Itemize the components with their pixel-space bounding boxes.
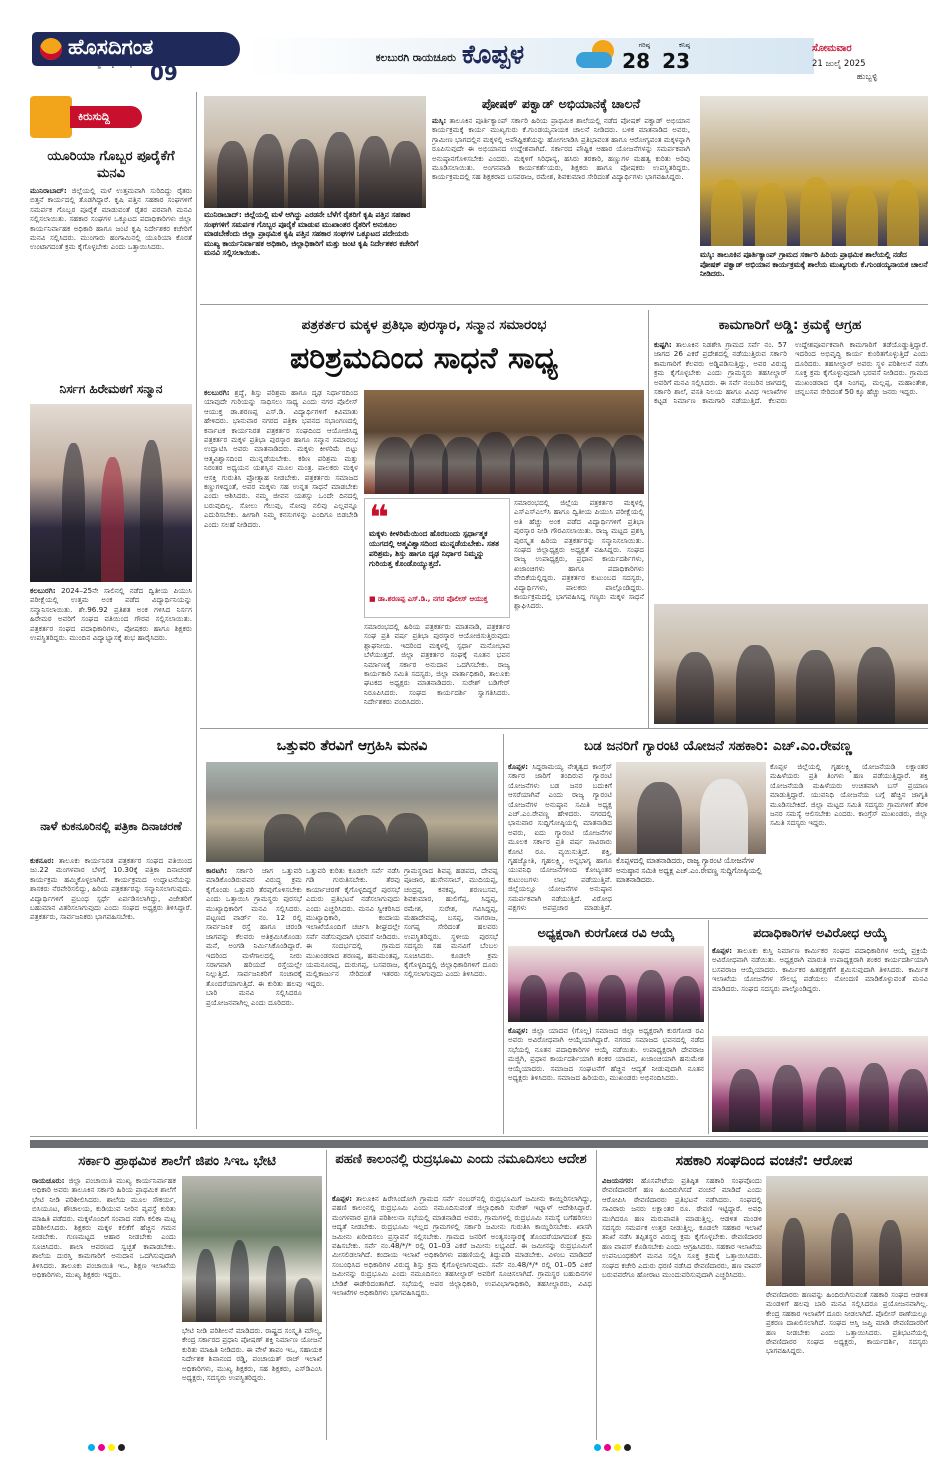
lamp-icon [40, 38, 62, 60]
press-meet-photo [616, 762, 766, 854]
masthead [0, 0, 945, 86]
temp-min: 23 [662, 49, 690, 73]
color-dot [98, 1444, 105, 1451]
story-headline: ನಾಳೆ ಕುಕನೂರಿನಲ್ಲಿ ಪತ್ರಿಕಾ ದಿನಾಚರಣೆ [40, 819, 182, 833]
temp-max: 28 [622, 49, 650, 73]
story-body [508, 762, 612, 914]
story-headline: ಪದಾಧಿಕಾರಿಗಳ ಅವಿರೋಧ ಆಯ್ಕೆ [753, 925, 887, 940]
story-body [404, 866, 498, 1128]
issue-date: 21 ಜುಲೈ 2025 [812, 59, 866, 69]
story-text: ಹೊಸಪೇಟೆಯ ಪ್ರತಿಷ್ಠಿತ ಸಹಕಾರಿ ಸಂಘವೊಂದು ಠೇವಣಿದಾರರಿಗೆ ಹಣ ಹಿಂದಿರುಗಿಸದೆ ವಂಚನೆ ಮಾಡಿದೆ ಎಂದು ಆರೋಪಿಸಿ ಠೇವಣಿದಾರರು ಪ್ರತಿಭಟನೆ ನಡೆಸಿದರು. ಸಂಘದಲ್ಲಿ ಸಾವಿರಾರು ಜನರು ಲಕ್ಷಾಂತರ ರೂ. ಠೇವಣಿ ಇಟ್ಟಿದ್ದಾರೆ. ಅವಧಿ ಮುಗಿದರೂ ಹಣ ಮರುಪಾವತಿ ಮಾಡುತ್ತಿಲ್ಲ. ಆಡಳಿತ ಮಂಡಳಿ ಸದಸ್ಯರು ಸಮರ್ಪಕ ಉತ್ತರ ನೀಡುತ್ತಿಲ್ಲ. ಕೂಡಲೇ ಸಹಕಾರ ಇಲಾಖೆ ತನಿಖೆ ನಡೆಸಿ ತಪ್ಪಿತಸ್ಥರ ವಿರುದ್ಧ ಕ್ರಮ ಕೈಗೊಳ್ಳಬೇಕು. ಠೇವಣಿದಾರರ ಹಣ ವಾಪಸ್ ಕೊಡಿಸಬೇಕು ಎಂದು ಆಗ್ರಹಿಸಿದರು. ಸಹಕಾರ ಇಲಾಖೆಯ ಉಪನಿಬಂಧಕರಿಗೆ ಮನವಿ ಸಲ್ಲಿಸಿ ಸೂಕ್ತ ಕ್ರಮಕ್ಕೆ ಒತ್ತಾಯಿಸಿದರು. ಸಂಘದ ಕಚೇರಿ ಎದುರು ಧರಣಿ ನಡೆಸಿದ ಠೇವಣಿದಾರರು, ಹಣ ವಾಪಸ್ ಬರುವವರೆಗೂ ಹೋರಾಟ ಮುಂದುವರಿಸುವುದಾಗಿ ಎಚ್ಚರಿಸಿದರು. [602, 1176, 762, 1280]
story-body [770, 762, 928, 914]
color-dot [624, 1444, 631, 1451]
lead-kicker: ಪತ್ರಕರ್ತರ ಮಕ್ಕಳ ಪ್ರತಿಭಾ ಪುರಸ್ಕಾರ, ಸನ್ಮಾನ ಸಮಾರಂಭ [301, 317, 547, 333]
kirusuddi-column [30, 92, 192, 1132]
protest-photo [766, 1176, 928, 1286]
dateline: ಕುಷ್ಟಗಿ: [654, 340, 672, 349]
section-rule [200, 728, 928, 729]
color-dot [614, 1444, 621, 1451]
story-text: ತಾಲೂಕಿನ ನಿಡಶೇಸಿ ಗ್ರಾಮದ ಸರ್ವೆ ನಂ. 57 ಜಾಗದ 26 ಎಕರೆ ಪ್ರದೇಶದಲ್ಲಿ ನಡೆಯುತ್ತಿರುವ ಸರ್ಕಾರಿ ಕಾಮಗಾರಿಗೆ ಕೆಲವರು ಅಡ್ಡಿಪಡಿಸುತ್ತಿದ್ದು, ಅವರ ವಿರುದ್ಧ ಕ್ರಮ ಕೈಗೊಳ್ಳಬೇಕು ಎಂದು ಗ್ರಾಮಸ್ಥರು ತಹಸೀಲ್ದಾರ್ ಅವರಿಗೆ ಮನವಿ ಸಲ್ಲಿಸಿದರು. ಈ ಸರ್ವೆ ನಂಬರಿನ ಜಾಗದಲ್ಲಿ ಸರ್ಕಾರಿ ಶಾಲೆ, ವಸತಿ ನಿಲಯ ಹಾಗೂ ವಿವಿಧ ಇಲಾಖೆಗಳ ಕಟ್ಟಡ ನಿರ್ಮಾಣ ಕಾಮಗಾರಿ ನಡೆಯುತ್ತಿದೆ. ಕೆಲವರು ಉದ್ದೇಶಪೂರ್ವಕವಾಗಿ ಕಾಮಗಾರಿಗೆ ತಡೆಯೊಡ್ಡುತ್ತಿದ್ದಾರೆ. ಇದರಿಂದ ಅಭಿವೃದ್ಧಿ ಕಾರ್ಯ ಕುಂಠಿತಗೊಳ್ಳುತ್ತಿದೆ ಎಂದು ದೂರಿದರು. ತಹಸೀಲ್ದಾರ್ ಅವರು ಸ್ಥಳ ಪರಿಶೀಲನೆ ನಡೆಸಿ ಸೂಕ್ತ ಕ್ರಮ ಕೈಗೊಳ್ಳುವುದಾಗಿ ಭರವಸೆ ನೀಡಿದರು. ಗ್ರಾಮದ ಮುಖಂಡರಾದ ರೈತ ನಿಂಗಪ್ಪ, ಮಲ್ಲಪ್ಪ, ಮಹಾಂತೇಶ, ಚನ್ನಬಸವ ಸೇರಿದಂತೆ 50 ಕ್ಕೂ ಹೆಚ್ಚು ಜನರು ಇದ್ದರು. [654, 340, 928, 406]
bottom-strip [30, 1140, 928, 1148]
dateline: ಕೊಪ್ಪಳ: [508, 1026, 529, 1035]
story-body [766, 1290, 928, 1436]
color-dot [108, 1444, 115, 1451]
lead-column-1 [204, 388, 358, 724]
color-dot [594, 1444, 601, 1451]
story-headline: ಬಡ ಜನರಿಗೆ ಗ್ಯಾರಂಟಿ ಯೋಜನೆ ಸಹಕಾರಿ: ಎಚ್.ಎಂ.ರೇವಣ್ಣ [584, 738, 852, 754]
story-text: ತಾಲೂಕು ಕಾರ್ಯನಿರತ ಪತ್ರಕರ್ತರ ಸಂಘದ ವತಿಯಿಂದ ಜು.22 ಮಂಗಳವಾರ ಬೆಳಗ್ಗೆ 10.30ಕ್ಕೆ ಪತ್ರಿಕಾ ದಿನಾಚರಣೆ ಕಾರ್ಯಕ್ರಮ ಹಮ್ಮಿಕೊಳ್ಳಲಾಗಿದೆ. ಕಾರ್ಯಕ್ರಮದ ಉದ್ಘಾಟನೆಯನ್ನು ಶಾಸಕರು ನೆರವೇರಿಸಲಿದ್ದು, ಹಿರಿಯ ಪತ್ರಕರ್ತರನ್ನು ಸನ್ಮಾನಿಸಲಾಗುವುದು. ವಿದ್ಯಾರ್ಥಿಗಳಿಗೆ ಪ್ರಬಂಧ ಸ್ಪರ್ಧೆ ಏರ್ಪಡಿಸಲಾಗಿದ್ದು, ವಿಜೇತರಿಗೆ ಬಹುಮಾನ ವಿತರಿಸಲಾಗುವುದು ಎಂದು ಸಂಘದ ಅಧ್ಯಕ್ಷರು ತಿಳಿಸಿದ್ದಾರೆ. ಪತ್ರಕರ್ತರು, ಸಾರ್ವಜನಿಕರು ಭಾಗವಹಿಸಬೇಕು. [30, 856, 192, 922]
story-text: ಭೇಟಿ ನೀಡಿ ಪರಿಶೀಲನೆ ಮಾಡಿದರು. ರಾಷ್ಟ್ರದ ಸಂಸ್ಕೃತಿ ಮೌಲ್ಯ, ಕೇಂದ್ರ ಸರ್ಕಾರದ ಪ್ರಧಾನಿ ಪೋಷಣ್ ಶಕ್ತಿ ನಿರ್ಮಾಣ ಯೋಜನೆ ಕುರಿತು ಮಾಹಿತಿ ನೀಡಿದರು. ಈ ವೇಳೆ ತಾಪಂ ಇಒ, ಸಹಾಯಕ ನಿರ್ದೇಶಕ ಶಿವಾನಂದ ರಡ್ಡಿ, ಪಂಚಾಯತ್ ರಾಜ್ ಇಲಾಖೆ ಅಧಿಕಾರಿಗಳು, ಮುಖ್ಯ ಶಿಕ್ಷಕರು, ಸಹ ಶಿಕ್ಷಕರು, ಎಸ್‌ಡಿಎಂಸಿ ಅಧ್ಯಕ್ಷರು, ಸದಸ್ಯರು ಉಪಸ್ಥಿತರಿದ್ದರು. [182, 1326, 322, 1383]
story-text: ತಾಲೂಕಿನ ಪೂರ್ತಿಕ್ಯಾಂಪ್ ಸರ್ಕಾರಿ ಹಿರಿಯ ಪ್ರಾಥಮಿಕ ಶಾಲೆಯಲ್ಲಿ ನಡೆದ ಪೋಷಕ್ ಪಕ್ವಾಡ್ ಅಭಿಯಾನ ಕಾರ್ಯಕ್ರಮಕ್ಕೆ ಕಾರ್ಯ ಮುಖ್ಯಗುರು ಕೆ.ಗುಂಡಯ್ಯನಾಯಕ ಚಾಲನೆ ನೀಡಿದರು. ಬಳಿಕ ಮಾತನಾಡಿದ ಅವರು, ಗ್ರಾಮೀಣ ಭಾಗದಲ್ಲಿನ ಮಕ್ಕಳಲ್ಲಿ ಅಪೌಷ್ಟಿಕತೆಯನ್ನು ಹೋಗಲಾಡಿಸಿ ಪ್ರತಿಭಾವಂತ ಹಾಗೂ ಆರೋಗ್ಯವಂತ ಮಕ್ಕಳನ್ನಾಗಿ ರೂಪಿಸುವುದೇ ಈ ಅಭಿಯಾನದ ಉದ್ದೇಶವಾಗಿದೆ. ಸರ್ಕಾರದ ಪೌಷ್ಟಿಕ ಆಹಾರ ಯೋಜನೆಗಳನ್ನು ಸಮರ್ಪಕವಾಗಿ ಅನುಷ್ಠಾನಗೊಳಿಸಬೇಕು ಎಂದರು. ಮಕ್ಕಳಿಗೆ ಸಿರಿಧಾನ್ಯ, ಹಸಿರು ತರಕಾರಿ, ಹಣ್ಣುಗಳ ಮಹತ್ವ ಕುರಿತು ಅರಿವು ಮೂಡಿಸಲಾಯಿತು. ಅಂಗನವಾಡಿ ಕಾರ್ಯಕರ್ತೆಯರು, ಶಿಕ್ಷಕರು ಹಾಗೂ ಪೋಷಕರು ಉಪಸ್ಥಿತರಿದ್ದರು. ಕಾರ್ಯಕ್ರಮದಲ್ಲಿ ಸಹ ಶಿಕ್ಷಕರಾದ ಬಸವರಾಜ, ರಮೇಶ, ಶಿವಕುಮಾರ ಸೇರಿದಂತೆ ವಿದ್ಯಾರ್ಥಿಗಳು ಭಾಗವಹಿಸಿದ್ದರು. [432, 116, 690, 182]
story-body [30, 186, 192, 386]
column-rule [708, 920, 709, 1134]
story-text: ಒತ್ತುವರಿ ಕುರಿತು ಕೂಡಲೇ ಸರ್ವೆ ನಡೆಸಿ ಗಡಿ ಗುರುತಿಸಬೇಕು. ತೆರವು ಕಾರ್ಯಾಚರಣೆ ಕೈಗೊಳ್ಳದಿದ್ದರೆ ಪುರಸಭೆ ಎದುರು ಪ್ರತಿಭಟನೆ ನಡೆಸಲಾಗುವುದು ಎಂದು ಎಚ್ಚರಿಸಿದರು. ಮನವಿ ಸ್ವೀಕರಿಸಿದ ಮುಖ್ಯಾಧಿಕಾರಿ, ಕಂದಾಯ ಇಲಾಖೆಯೊಂದಿಗೆ ಚರ್ಚಿಸಿ ಶೀಘ್ರದಲ್ಲೇ ಸರ್ವೆ ನಡೆಸುವುದಾಗಿ ಭರವಸೆ ನೀಡಿದರು. ಈ ಸಂದರ್ಭದಲ್ಲಿ ಗ್ರಾಮದ ಮುಖಂಡರಾದ ಶರಣಪ್ಪ, ಹನುಮಂತಪ್ಪ, ಯಮನೂರಪ್ಪ, ದುರುಗಪ್ಪ, ಬಸವರಾಜ, ಮಲ್ಲಿಕಾರ್ಜುನ ಸೇರಿದಂತೆ ಇತರರು ಇದ್ದರು. [306, 866, 400, 988]
district-label: ಕಲಬುರಗಿ ರಾಯಚೂರು [375, 52, 456, 64]
section-rule [200, 304, 928, 305]
award-ceremony-photo [364, 390, 644, 494]
story-text: ಶ್ರದ್ಧೆ, ಶಿಸ್ತು ಪರಿಶ್ರಮ ಹಾಗೂ ದೃಢ ನಿರ್ಧಾರದಿಂದ ಯಾವುದೇ ಗುರಿಯನ್ನು ಸಾಧಿಸಲು ಸಾಧ್ಯ ಎಂದು ನಗರ ಪೊಲೀಸ್ ಆಯುಕ್ತ ಡಾ.ಶರಣಪ್ಪ ಎಸ್.ಡಿ. ವಿದ್ಯಾರ್ಥಿಗಳಿಗೆ ಕಿವಿಮಾತು ಹೇಳಿದರು. ಭಾನುವಾರ ನಗರದ ಪತ್ರಿಕಾ ಭವನದ ಸಭಾಂಗಣದಲ್ಲಿ ಕರ್ನಾಟಕ ಕಾರ್ಯನಿರತ ಪತ್ರಕರ್ತರ ಸಂಘದಿಂದ ಆಯೋಜಿಸಿದ್ದ ಪತ್ರಕರ್ತರ ಮಕ್ಕಳ ಪ್ರತಿಭಾ ಪುರಸ್ಕಾರ ಹಾಗೂ ಸನ್ಮಾನ ಸಮಾರಂಭ ಉದ್ಘಾಟಿಸಿ ಅವರು ಮಾತನಾಡಿದರು. ಮಕ್ಕಳು ಕೀಳರಿಮೆ ಬಿಟ್ಟು ಆತ್ಮವಿಶ್ವಾಸದಿಂದ ಮುನ್ನಡೆಯಬೇಕು. ಕಠಿಣ ಪರಿಶ್ರಮ ಮತ್ತು ನಿರಂತರ ಅಧ್ಯಯನ ಯಶಸ್ಸಿನ ಮೂಲ ಮಂತ್ರ. ಪಾಲಕರು ಮಕ್ಕಳ ಆಸಕ್ತಿ ಗುರುತಿಸಿ ಪ್ರೋತ್ಸಾಹ ನೀಡಬೇಕು. ಪತ್ರಕರ್ತರು ಸಮಾಜದ ಕಣ್ಣುಗಳಿದ್ದಂತೆ, ಅವರ ಮಕ್ಕಳು ಸಹ ಉನ್ನತ ಸಾಧನೆ ಮಾಡಬೇಕು ಎಂದು ಆಶಿಸಿದರು. ನಮ್ಮ ಜೀವನ ಯಶಸ್ಸು ಒಂದೇ ದಿನದಲ್ಲಿ ಬರುವುದಿಲ್ಲ. ಸೋಲು ಗೆಲುವು, ನೋವು ನಲಿವು ಎಲ್ಲವನ್ನೂ ಎದುರಿಸಬೇಕು. ಹೀಗಾಗಿ ನಿಮ್ಮ ಕನಸುಗಳನ್ನು ಎಂದಿಗೂ ಬಿಡಬೇಡಿ ಎಂದು ಸಲಹೆ ನೀಡಿದರು. [204, 388, 358, 529]
hand-icon [30, 96, 72, 138]
award-photo [30, 404, 192, 582]
story-headline: ಒತ್ತುವರಿ ತೆರವಿಗೆ ಆಗ್ರಹಿಸಿ ಮನವಿ [276, 738, 428, 754]
lead-column-3 [514, 498, 644, 724]
day-label: ಸೋಮವಾರ [812, 43, 852, 54]
quote-box [364, 498, 510, 618]
story-headline: ಅಧ್ಯಕ್ಷರಾಗಿ ಕುರಗೋಡ ರವಿ ಆಯ್ಕೆ [537, 925, 675, 940]
story-text: ಜಿಲ್ಲೆಯಲ್ಲಿ ಮಳೆ ಉತ್ತಮವಾಗಿ ಸುರಿದಿದ್ದು ರೈತರು ಬಿತ್ತನೆ ಕಾರ್ಯದಲ್ಲಿ ತೊಡಗಿದ್ದಾರೆ. ಕೃಷಿ ಪತ್ತಿನ ಸಹಕಾರ ಸಂಘಗಳಿಗೆ ಸಮರ್ಪಕ ಗೊಬ್ಬರ ಪೂರೈಕೆ ಮಾಡುವಂತೆ ರೈತರ ಪರವಾಗಿ ಮನವಿ ಸಲ್ಲಿಸಲಾಯಿತು. ಸಹಕಾರ ಸಂಘಗಳ ಒಕ್ಕೂಟದ ಪದಾಧಿಕಾರಿಗಳು ಜಿಲ್ಲಾ ಕಾರ್ಯನಿರ್ವಾಹಕ ಅಧಿಕಾರಿ ಹಾಗೂ ಜಂಟಿ ಕೃಷಿ ನಿರ್ದೇಶಕರ ಕಚೇರಿಗೆ ಮನವಿ ಸಲ್ಲಿಸಿದರು. ಮುಂಗಾರು ಹಂಗಾಮಿನಲ್ಲಿ ಯೂರಿಯಾ ಕೊರತೆ ಉಂಟಾಗದಂತೆ ಕ್ರಮ ಕೈಗೊಳ್ಳಬೇಕು ಎಂದು ಒತ್ತಾಯಿಸಿದರು. [30, 186, 192, 252]
temp-max-label: ಗರಿಷ್ಠ [638, 41, 650, 49]
weather-cloud-icon [574, 40, 618, 72]
dateline: ಕಲಬುರಗಿ: [204, 388, 230, 397]
column-rule [648, 310, 649, 728]
quote-text: ಮಕ್ಕಳು ಕೀಳರಿಮೆಯಿಂದ ಹೊರಬಂದು ಸ್ಪರ್ಧಾತ್ಮಕ ಯುಗದಲ್ಲಿ ಆತ್ಮವಿಶ್ವಾಸದಿಂದ ಮುನ್ನಡೆಯಬೇಕು. ಸತತ ಪರಿಶ್ರಮ, ಶಿಸ್ತು ಹಾಗೂ ದೃಢ ನಿರ್ಧಾರ ನಿಮ್ಮನ್ನು ಗುರಿಯತ್ತ ಕೊಂಡೊಯ್ಯುತ್ತದೆ. [369, 529, 499, 568]
story-body [508, 1026, 704, 1132]
color-dot [604, 1444, 611, 1451]
dateline: ಕಾರಟಗಿ: [206, 866, 228, 875]
dateline: ಕಲಬುರಗಿ: [30, 586, 56, 595]
story-text: 2024–25ನೇ ಸಾಲಿನಲ್ಲಿ ನಡೆದ ದ್ವಿತೀಯ ಪಿಯುಸಿ ಪರೀಕ್ಷೆಯಲ್ಲಿ ಉತ್ತಮ ಅಂಕ ಪಡೆದ ವಿದ್ಯಾರ್ಥಿನಿಯನ್ನು ಸನ್ಮಾನಿಸಲಾಯಿತು. ಶೇ.96.92 ಪ್ರತಿಶತ ಅಂಕ ಗಳಿಸಿದ ನಿರ್ಸಗ ಹಿರೇಮಠ ಅವರಿಗೆ ಸಂಘದ ವತಿಯಿಂದ ಗೌರವ ಸಲ್ಲಿಸಲಾಯಿತು. ಪತ್ರಕರ್ತರ ಸಂಘದ ಪದಾಧಿಕಾರಿಗಳು, ಪೋಷಕರು ಹಾಗೂ ಶಿಕ್ಷಕರು ಉಪಸ್ಥಿತರಿದ್ದರು. ಮುಂದಿನ ವಿದ್ಯಾಭ್ಯಾಸಕ್ಕೆ ಶುಭ ಹಾರೈಸಿದರು. [30, 586, 192, 643]
color-dot [118, 1444, 125, 1451]
story-text: ಜಿಲ್ಲಾ ಯಾದವ (ಗೊಲ್ಲ) ಸಮಾಜದ ಜಿಲ್ಲಾ ಅಧ್ಯಕ್ಷರಾಗಿ ಕುರಗೋಡ ರವಿ ಅವರು ಅವಿರೋಧವಾಗಿ ಆಯ್ಕೆಯಾಗಿದ್ದಾರೆ. ನಗರದ ಸಮಾಜದ ಭವನದಲ್ಲಿ ನಡೆದ ಸಭೆಯಲ್ಲಿ ನೂತನ ಪದಾಧಿಕಾರಿಗಳ ಆಯ್ಕೆ ನಡೆಯಿತು. ಉಪಾಧ್ಯಕ್ಷರಾಗಿ ದೇವರಾಜ ಮಜ್ಜಿಗಿ, ಪ್ರಧಾನ ಕಾರ್ಯದರ್ಶಿಯಾಗಿ ಶಂಕರ ಯಾದವ, ಖಜಾಂಚಿಯಾಗಿ ಹನುಮೇಶ ಆಯ್ಕೆಯಾದರು. ಸಮಾಜದ ಸಂಘಟನೆಗೆ ಹೆಚ್ಚಿನ ಆದ್ಯತೆ ನೀಡುವುದಾಗಿ ನೂತನ ಅಧ್ಯಕ್ಷರು ತಿಳಿಸಿದರು. ಸಮಾಜದ ಹಿರಿಯರು, ಮುಖಂಡರು ಅಭಿನಂದಿಸಿದರು. [508, 1026, 704, 1083]
lead-column-2b [364, 622, 510, 724]
photo-caption: ಮುನಿರಾಬಾದ್: ಜಿಲ್ಲೆಯಲ್ಲಿ ಮಳೆ ಆಗಿದ್ದು ಎರಡನೇ ಬೆಳೆಗೆ ರೈತರಿಗೆ ಕೃಷಿ ಪತ್ತಿನ ಸಹಕಾರ ಸಂಘಗಳಿಗೆ ಸಮರ್ಪಕ ಗೊಬ್ಬರ ಪೂರೈಕೆ ಮಾಡುವ ಮುಖಾಂತರ ರೈತರಿಗೆ ಅನುಕೂಲ ಮಾಡಬೇಕೆಂದು ಜಿಲ್ಲಾ ಪ್ರಾಥಮಿಕ ಕೃಷಿ ಪತ್ತಿನ ಸಹಕಾರ ಸಂಘಗಳ ಒಕ್ಕೂಟದ ಪದೇಯರು ಮುಖ್ಯ ಕಾರ್ಯನಿರ್ವಾಹಕ ಅಧಿಕಾರಿ, ಜಿಲ್ಲಾಧಿಕಾರಿಗೆ ಮತ್ತು ಜಂಟಿ ಕೃಷಿ ನಿರ್ದೇಶಕರ ಕಚೇರಿಗೆ ಮನವಿ ಸಲ್ಲಿಸಲಾಯಿತು. [204, 210, 419, 258]
dateline: ಕುಕನೂರ: [30, 856, 55, 865]
story-body [182, 1326, 322, 1436]
story-text: ತಾಲೂಕಿನ ಹಿರೇಸಿಂದೋಗಿ ಗ್ರಾಮದ ಸರ್ವೆ ನಂಬರ್‌ನಲ್ಲಿ ರುದ್ರಭೂಮಿಗೆ ಜಮೀನು ಕಾಯ್ದಿರಿಸಲಾಗಿದ್ದು, ಪಹಣಿ ಕಾಲಂನಲ್ಲಿ ರುದ್ರಭೂಮಿ ಎಂದು ನಮೂದಿಸುವಂತೆ ಜಿಲ್ಲಾಧಿಕಾರಿ ಸುರೇಶ್ ಇಟ್ನಾಳ್ ಆದೇಶಿಸಿದ್ದಾರೆ. ಮಂಗಳವಾರ ಪ್ರಗತಿ ಪರಿಶೀಲನಾ ಸಭೆಯಲ್ಲಿ ಮಾತನಾಡಿದ ಅವರು, ಗ್ರಾಮಗಳಲ್ಲಿ ರುದ್ರಭೂಮಿ ಸಮಸ್ಯೆ ಬಗೆಹರಿಸಲು ಆದ್ಯತೆ ನೀಡಬೇಕು. ರುದ್ರಭೂಮಿ ಇಲ್ಲದ ಗ್ರಾಮಗಳಲ್ಲಿ ಸರ್ಕಾರಿ ಜಮೀನು ಗುರುತಿಸಿ ಕಾಯ್ದಿರಿಸಬೇಕು. ಖಾಸಗಿ ಜಮೀನು ಖರೀದಿಸಲು ಪ್ರಸ್ತಾವನೆ ಸಲ್ಲಿಸಬೇಕು. ಗ್ರಾಮದ ಜನರಿಗೆ ಅಂತ್ಯಸಂಸ್ಕಾರಕ್ಕೆ ತೊಂದರೆಯಾಗದಂತೆ ಕ್ರಮ ವಹಿಸಬೇಕು. ಸರ್ವೆ ನಂ.48/*/* ರಲ್ಲಿ 01–03 ಎಕರೆ ಜಮೀನು ಲಭ್ಯವಿದೆ. ಈ ಜಮೀನನ್ನು ರುದ್ರಭೂಮಿಗೆ ಮೀಸಲಿಡಲಾಗಿದೆ. ಕಂದಾಯ ಇಲಾಖೆ ಅಧಿಕಾರಿಗಳು ಪಹಣಿಯಲ್ಲಿ ತಿದ್ದುಪಡಿ ಮಾಡಬೇಕು. ವಿಳಂಬ ಮಾಡಿದರೆ ಸಂಬಂಧಿಸಿದ ಅಧಿಕಾರಿಗಳ ವಿರುದ್ಧ ಶಿಸ್ತು ಕ್ರಮ ಕೈಗೊಳ್ಳಲಾಗುವುದು. ಸರ್ವೆ ನಂ.48/*/* ರಲ್ಲಿ 01–05 ಎಕರೆ ಜಮೀನನ್ನು ರುದ್ರಭೂಮಿ ಎಂದು ನಮೂದಿಸಲು ತಹಸೀಲ್ದಾರ್ ಅವರಿಗೆ ಸೂಚಿಸಲಾಗಿದೆ. ಗ್ರಾಮಸ್ಥರ ಬಹುದಿನಗಳ ಬೇಡಿಕೆ ಈಡೇರಿದಂತಾಗಿದೆ. ಸಭೆಯಲ್ಲಿ ಅಪರ ಜಿಲ್ಲಾಧಿಕಾರಿ, ಉಪವಿಭಾಗಾಧಿಕಾರಿ, ತಹಸೀಲ್ದಾರರು, ವಿವಿಧ ಇಲಾಖೆಗಳ ಅಧಿಕಾರಿಗಳು ಭಾಗವಹಿಸಿದ್ದರು. [332, 1194, 592, 1298]
story-body [30, 856, 192, 1128]
story-body [432, 116, 690, 300]
story-text: ಗ್ರಾಮಸ್ಥರಾದ ಶಿವಪ್ಪ ಹಡಪದ, ದೇವಪ್ಪ ಪೂಜಾರ, ಹುಸೇನಸಾಬ್, ಮುದಿಯಪ್ಪ, ಚಂದ್ರಪ್ಪ, ಕನಕಪ್ಪ, ಶರಣಬಸವ, ಶಿವಕುಮಾರ, ಹುಲಿಗೆಪ್ಪ, ಸಿದ್ದಪ್ಪ, ರಮೇಶ, ಸುರೇಶ, ಗವಿಸಿದ್ದಪ್ಪ, ಮಹಾದೇವಪ್ಪ, ಬಸಪ್ಪ, ನಾಗರಾಜ, ಸಂಗಪ್ಪ ಸೇರಿದಂತೆ ಹಲವರು ಉಪಸ್ಥಿತರಿದ್ದರು. ಸ್ಥಳೀಯ ಪುರಸಭೆ ಸದಸ್ಯರು ಸಹ ಮನವಿಗೆ ಬೆಂಬಲ ಸೂಚಿಸಿದರು. ಕೂಡಲೇ ಕ್ರಮ ಕೈಗೊಳ್ಳದಿದ್ದಲ್ಲಿ ಜಿಲ್ಲಾಧಿಕಾರಿಗಳಿಗೆ ದೂರು ಸಲ್ಲಿಸಲಾಗುವುದು ಎಂದು ತಿಳಿಸಿದರು. [404, 866, 498, 979]
story-body [32, 1176, 176, 1436]
story-body [602, 1176, 762, 1436]
column-rule [196, 92, 197, 1129]
edition-name: ಕೊಪ್ಪಳ [462, 40, 525, 70]
newspaper-logo: ಹೊಸದಿಗಂತ [68, 35, 154, 59]
story-headline: ಪೋಷಕ್ ಪಕ್ವಾಡ್ ಅಭಿಯಾನಕ್ಕೆ ಚಾಲನೆ [481, 96, 641, 111]
page-number: 09 [150, 62, 178, 84]
photo-caption: ಕೊಪ್ಪಳದಲ್ಲಿ ಮಾತನಾಡಿದರು, ರಾಜ್ಯ ಗ್ಯಾರಂಟಿ ಯೋಜನೆಗಳ ಅನುಷ್ಠಾನ ಸಮಿತಿ ಅಧ್ಯಕ್ಷ ಎಚ್.ಎಂ.ರೇವಣ್ಣ ಸುದ್ದಿಗೋಷ್ಠಿಯಲ್ಲಿ ಮಾತನಾಡಿದರು. [616, 856, 762, 885]
dateline: ಮುನಿರಾಬಾದ್: [30, 186, 67, 195]
story-headline: ಯೂರಿಯಾ ಗೊಬ್ಬರ ಪೂರೈಕೆಗೆ ಮನವಿ [47, 149, 175, 181]
story-headline: ಸರ್ಕಾರಿ ಪ್ರಾಥಮಿಕ ಶಾಲೆಗೆ ಜಿಪಂ ಸಿಇಒ ಭೇಟಿ [78, 1153, 276, 1169]
column-rule [596, 1150, 597, 1440]
logo-tagline: ರಾಷ್ಟ್ರ ಜಾಗೃತಿಯ ದೈನಿಕ [90, 60, 139, 68]
story-body [206, 866, 302, 1128]
story-text: ಠೇವಣಿದಾರರು ಹಣವನ್ನು ಹಿಂದಿರುಗಿಸುವಂತೆ ಸಹಕಾರಿ ಸಂಘದ ಆಡಳಿತ ಮಂಡಳಿಗೆ ಹಲವು ಬಾರಿ ಮನವಿ ಸಲ್ಲಿಸಿದರೂ ಪ್ರಯೋಜನವಾಗಿಲ್ಲ. ಕೇಂದ್ರ ಸಹಕಾರ ಇಲಾಖೆಗೆ ದೂರು ನೀಡಲಾಗಿದೆ. ಪೊಲೀಸ್ ಠಾಣೆಯಲ್ಲೂ ಪ್ರಕರಣ ದಾಖಲಿಸಲಾಗಿದೆ. ಸಂಘದ ಆಸ್ತಿ ಜಪ್ತಿ ಮಾಡಿ ಠೇವಣಿದಾರರಿಗೆ ಹಣ ನೀಡಬೇಕು ಎಂದು ಒತ್ತಾಯಿಸಿದರು. ಪ್ರತಿಭಟನೆಯಲ್ಲಿ ಠೇವಣಿದಾರರ ಸಂಘದ ಅಧ್ಯಕ್ಷರು, ಕಾರ್ಯದರ್ಶಿ, ಸದಸ್ಯರು ಭಾಗವಹಿಸಿದ್ದರು. [766, 1290, 928, 1356]
lead-headline: ಪರಿಶ್ರಮದಿಂದ ಸಾಧನೆ ಸಾಧ್ಯ [289, 341, 559, 376]
dateline: ರಾಯಚೂರು: [32, 1176, 65, 1185]
city-label: ಹುಬ್ಬಳ್ಳಿ [856, 72, 878, 82]
story-text: ತಾಲೂಕು ಕುಸ್ತಿ ನಿರ್ಮಾಣ ಕಾರ್ಮಿಕರ ಸಂಘದ ಪದಾಧಿಕಾರಿಗಳ ಆಯ್ಕೆ ಪ್ರಕ್ರಿಯೆ ಅವಿರೋಧವಾಗಿ ನಡೆಯಿತು. ಅಧ್ಯಕ್ಷರಾಗಿ ಮಾರುತಿ ಉಪಾಧ್ಯಕ್ಷರಾಗಿ ಶಂಕರ ಕಾರ್ಯದರ್ಶಿಯಾಗಿ ಬಸವರಾಜ ಆಯ್ಕೆಯಾದರು. ಕಾರ್ಮಿಕರ ಹಿತರಕ್ಷಣೆಗೆ ಶ್ರಮಿಸುವುದಾಗಿ ತಿಳಿಸಿದರು. ಕಾರ್ಮಿಕ ಇಲಾಖೆಯ ಯೋಜನೆಗಳ ಸೌಲಭ್ಯ ಪಡೆಯಲು ನೋಂದಣಿ ಮಾಡಿಕೊಳ್ಳುವಂತೆ ಮನವಿ ಮಾಡಿದರು. ಸಂಘದ ಸದಸ್ಯರು ಪಾಲ್ಗೊಂಡಿದ್ದರು. [712, 946, 928, 993]
story-text: ಕೊಪ್ಪಳ ಜಿಲ್ಲೆಯಲ್ಲಿ ಗೃಹಲಕ್ಷ್ಮಿ ಯೋಜನೆಯಡಿ ಲಕ್ಷಾಂತರ ಮಹಿಳೆಯರು ಪ್ರತಿ ತಿಂಗಳು ಹಣ ಪಡೆಯುತ್ತಿದ್ದಾರೆ. ಶಕ್ತಿ ಯೋಜನೆಯಡಿ ಮಹಿಳೆಯರು ಉಚಿತವಾಗಿ ಬಸ್ ಪ್ರಯಾಣ ಮಾಡುತ್ತಿದ್ದಾರೆ. ಯುವನಿಧಿ ಯೋಜನೆಯ ಬಗ್ಗೆ ಹೆಚ್ಚಿನ ಜಾಗೃತಿ ಮೂಡಿಸಬೇಕಿದೆ. ಜಿಲ್ಲಾ ಮಟ್ಟದ ಸಮಿತಿ ಸದಸ್ಯರು ಗ್ರಾಮಗಳಿಗೆ ತೆರಳಿ ಜನರ ಸಮಸ್ಯೆ ಆಲಿಸಬೇಕು ಎಂದರು. ಕಾಂಗ್ರೆಸ್ ಮುಖಂಡರು, ಜಿಲ್ಲಾ ಸಮಿತಿ ಸದಸ್ಯರು ಇದ್ದರು. [770, 762, 928, 828]
story-headline: ಪಹಣಿ ಕಾಲಂನಲ್ಲಿ ರುದ್ರಭೂಮಿ ಎಂದು ನಮೂದಿಸಲು ಆದೇಶ [335, 1152, 587, 1167]
story-text: ಸರ್ಕಾರಿ ಜಾಗ ಒತ್ತುವರಿ ಮಾಡಿಕೊಂಡಿರುವವರ ವಿರುದ್ಧ ಕ್ರಮ ಕೈಗೊಂಡು ಒತ್ತುವರಿ ತೆರವುಗೊಳಿಸಬೇಕು ಎಂದು ಒತ್ತಾಯಿಸಿ ಗ್ರಾಮಸ್ಥರು ಪುರಸಭೆ ಮುಖ್ಯಾಧಿಕಾರಿಗೆ ಮನವಿ ಸಲ್ಲಿಸಿದರು. ಪಟ್ಟಣದ ವಾರ್ಡ್ ನಂ. 12 ರಲ್ಲಿ ಸಾರ್ವಜನಿಕ ರಸ್ತೆ ಹಾಗೂ ಚರಂಡಿ ಜಾಗವನ್ನು ಕೆಲವರು ಅತಿಕ್ರಮಿಸಿಕೊಂಡು ಮನೆ, ಅಂಗಡಿ ನಿರ್ಮಿಸಿಕೊಂಡಿದ್ದಾರೆ. ಇದರಿಂದ ಮಳೆಗಾಲದಲ್ಲಿ ನೀರು ಸರಾಗವಾಗಿ ಹರಿಯದೆ ರಸ್ತೆಯಲ್ಲೇ ನಿಲ್ಲುತ್ತಿದೆ. ಸಾರ್ವಜನಿಕರಿಗೆ ಸಂಚಾರಕ್ಕೆ ತೊಂದರೆಯಾಗುತ್ತಿದೆ. ಈ ಕುರಿತು ಹಲವು ಬಾರಿ ಮನವಿ ಸಲ್ಲಿಸಿದರೂ ಪ್ರಯೋಜನವಾಗಿಲ್ಲ ಎಂದು ದೂರಿದರು. [206, 866, 302, 1007]
dateline: ವಿಜಯನಗರ: [602, 1176, 634, 1185]
story-body [30, 586, 192, 796]
dateline: ಕೊಪ್ಪಳ: [508, 762, 529, 771]
color-dot [88, 1444, 95, 1451]
color-registration-marks [88, 1444, 125, 1451]
school-photo [700, 96, 928, 246]
story-text: ಸಮಾರಂಭದಲ್ಲಿ ಹಿರಿಯ ಪತ್ರಕರ್ತರು ಮಾತನಾಡಿ, ಪತ್ರಕರ್ತರ ಸಂಘ ಪ್ರತಿ ವರ್ಷ ಪ್ರತಿಭಾ ಪುರಸ್ಕಾರ ಆಯೋಜಿಸುತ್ತಿರುವುದು ಶ್ಲಾಘನೀಯ. ಇದರಿಂದ ಮಕ್ಕಳಲ್ಲಿ ಸ್ಪರ್ಧಾ ಮನೋಭಾವ ಬೆಳೆಯುತ್ತದೆ. ಜಿಲ್ಲಾ ಪತ್ರಕರ್ತರ ಸಂಘಕ್ಕೆ ನೂತನ ಭವನ ನಿರ್ಮಾಣಕ್ಕೆ ಸರ್ಕಾರ ಅನುದಾನ ಒದಗಿಸಬೇಕು. ರಾಜ್ಯ ಕಾರ್ಯಕಾರಿ ಸಮಿತಿ ಸದಸ್ಯರು, ಜಿಲ್ಲಾ ವಾರ್ತಾಧಿಕಾರಿ, ತಾಲೂಕು ಘಟಕದ ಅಧ್ಯಕ್ಷರು ಮಾತನಾಡಿದರು. ಸುರೇಶ್ ಬಡಿಗೇರ್ ನಿರೂಪಿಸಿದರು. ಸಂಘದ ಕಾರ್ಯದರ್ಶಿ ಸ್ವಾಗತಿಸಿದರು. ನಿರ್ದೇಶಕರು ವಂದಿಸಿದರು. [364, 622, 510, 707]
story-headline: ಸಹಕಾರಿ ಸಂಘದಿಂದ ವಂಚನೆ: ಆರೋಪ [675, 1153, 853, 1169]
quote-mark-icon: ❝ [369, 501, 389, 531]
school-visit-photo [182, 1176, 322, 1322]
story-headline: ನಿರ್ಸಗ ಹಿರೇಮಠಗೆ ಸನ್ಮಾನ [59, 382, 163, 396]
photo-caption: ಮಸ್ಕಿ: ತಾಲೂಕಿನ ಪೂರ್ತಿಕ್ಯಾಂಪ್ ಗ್ರಾಮದ ಸರ್ಕಾರಿ ಹಿರಿಯ ಪ್ರಾಥಮಿಕ ಶಾಲೆಯಲ್ಲಿ ನಡೆದ ಪೋಷಕ್ ಪಕ್ವಾಡ್ ಅಭಿಯಾನ ಕಾರ್ಯಕ್ರಮಕ್ಕೆ ಶಾಲೆಯ ಮುಖ್ಯಗುರು ಕೆ.ಗುಂಡಯ್ಯನಾಯಕ ಚಾಲನೆ ನೀಡಿದರು. [700, 250, 928, 279]
story-body [654, 340, 928, 598]
story-text: ಸಮಾರಂಭದಲ್ಲಿ ಜಿಲ್ಲೆಯ ಪತ್ರಕರ್ತರ ಮಕ್ಕಳಲ್ಲಿ ಎಸ್ಎಸ್ಎಲ್‌ಸಿ ಹಾಗೂ ದ್ವಿತೀಯ ಪಿಯುಸಿ ಪರೀಕ್ಷೆಯಲ್ಲಿ ಅತಿ ಹೆಚ್ಚು ಅಂಕ ಪಡೆದ ವಿದ್ಯಾರ್ಥಿಗಳಿಗೆ ಪ್ರತಿಭಾ ಪುರಸ್ಕಾರ ನೀಡಿ ಗೌರವಿಸಲಾಯಿತು. ರಾಜ್ಯ ಮಟ್ಟದ ಪ್ರಶಸ್ತಿ ಪುರಸ್ಕೃತ ಹಿರಿಯ ಪತ್ರಕರ್ತರನ್ನು ಸನ್ಮಾನಿಸಲಾಯಿತು. ಸಂಘದ ಜಿಲ್ಲಾಧ್ಯಕ್ಷರು ಅಧ್ಯಕ್ಷತೆ ವಹಿಸಿದ್ದರು. ಸಂಘದ ರಾಜ್ಯ ಉಪಾಧ್ಯಕ್ಷರು, ಪ್ರಧಾನ ಕಾರ್ಯದರ್ಶಿಗಳು, ಖಜಾಂಚಿಗಳು ಹಾಗೂ ಪದಾಧಿಕಾರಿಗಳು ವೇದಿಕೆಯಲ್ಲಿದ್ದರು. ಪತ್ರಕರ್ತರ ಕುಟುಂಬದ ಸದಸ್ಯರು, ವಿದ್ಯಾರ್ಥಿಗಳು, ಪಾಲಕರು ಪಾಲ್ಗೊಂಡಿದ್ದರು. ಕಾರ್ಯಕ್ರಮದಲ್ಲಿ ಭಾಗವಹಿಸಿದ್ದ ಗಣ್ಯರು ಮಕ್ಕಳ ಸಾಧನೆ ಶ್ಲಾಘಿಸಿದರು. [514, 498, 644, 611]
dateline: ಕೊಪ್ಪಳ: [712, 946, 733, 955]
story-body [332, 1194, 592, 1436]
story-headline: ಕಾಮಗಾರಿಗೆ ಅಡ್ಡಿ: ಕ್ರಮಕ್ಕೆ ಆಗ್ರಹ [718, 317, 862, 333]
column-rule [326, 1150, 327, 1440]
dateline: ಕೊಪ್ಪಳ: [332, 1194, 353, 1203]
story-text: ಸಿದ್ದರಾಮಯ್ಯ ನೇತೃತ್ವದ ಕಾಂಗ್ರೆಸ್ ಸರ್ಕಾರ ಜಾರಿಗೆ ತಂದಿರುವ ಗ್ಯಾರಂಟಿ ಯೋಜನೆಗಳು ಬಡ ಜನರ ಬದುಕಿಗೆ ಆಸರೆಯಾಗಿವೆ ಎಂದು ರಾಜ್ಯ ಗ್ಯಾರಂಟಿ ಯೋಜನೆಗಳ ಅನುಷ್ಠಾನ ಸಮಿತಿ ಅಧ್ಯಕ್ಷ ಎಚ್.ಎಂ.ರೇವಣ್ಣ ಹೇಳಿದರು. ನಗರದಲ್ಲಿ ಭಾನುವಾರ ಸುದ್ದಿಗೋಷ್ಠಿಯಲ್ಲಿ ಮಾತನಾಡಿದ ಅವರು, ಐದು ಗ್ಯಾರಂಟಿ ಯೋಜನೆಗಳ ಮೂಲಕ ಸರ್ಕಾರ ಪ್ರತಿ ವರ್ಷ ಸಾವಿರಾರು ಕೋಟಿ ರೂ. ವ್ಯಯಿಸುತ್ತಿದೆ. ಶಕ್ತಿ, ಗೃಹಜ್ಯೋತಿ, ಗೃಹಲಕ್ಷ್ಮಿ, ಅನ್ನಭಾಗ್ಯ ಹಾಗೂ ಯುವನಿಧಿ ಯೋಜನೆಗಳಿಂದ ಕೋಟ್ಯಂತರ ಕುಟುಂಬಗಳು ಲಾಭ ಪಡೆಯುತ್ತಿವೆ. ಜಿಲ್ಲೆಯಲ್ಲೂ ಯೋಜನೆಗಳ ಅನುಷ್ಠಾನ ಸಮರ್ಪಕವಾಗಿ ನಡೆಯುತ್ತಿದೆ. ವಿರೋಧ ಪಕ್ಷಗಳು ಅಪಪ್ರಚಾರ ಮಾಡುತ್ತಿವೆ. [508, 762, 612, 913]
dateline: ಮಸ್ಕಿ: [432, 116, 447, 125]
story-text: ಜಿಲ್ಲಾ ಪಂಚಾಯಿತಿ ಮುಖ್ಯ ಕಾರ್ಯನಿರ್ವಾಹಕ ಅಧಿಕಾರಿ ಅವರು ತಾಲೂಕಿನ ಸರ್ಕಾರಿ ಹಿರಿಯ ಪ್ರಾಥಮಿಕ ಶಾಲೆಗೆ ಭೇಟಿ ನೀಡಿ ಪರಿಶೀಲಿಸಿದರು. ಶಾಲೆಯ ಮೂಲ ಸೌಕರ್ಯ, ಬಿಸಿಯೂಟ, ಶೌಚಾಲಯ, ಕುಡಿಯುವ ನೀರಿನ ವ್ಯವಸ್ಥೆ ಕುರಿತು ಮಾಹಿತಿ ಪಡೆದರು. ಮಕ್ಕಳೊಂದಿಗೆ ಸಂವಾದ ನಡೆಸಿ ಕಲಿಕಾ ಮಟ್ಟ ಪರಿಶೀಲಿಸಿದರು. ಶಿಕ್ಷಕರು ಮಕ್ಕಳ ಕಲಿಕೆಗೆ ಹೆಚ್ಚಿನ ಗಮನ ನೀಡಬೇಕು. ಗುಣಮಟ್ಟದ ಆಹಾರ ನೀಡಬೇಕು ಎಂದು ಸೂಚಿಸಿದರು. ಶಾಲಾ ಆವರಣದ ಸ್ವಚ್ಛತೆ ಕಾಪಾಡಬೇಕು. ಶಾಲೆಯ ದುರಸ್ತಿ ಕಾಮಗಾರಿಗೆ ಅನುದಾನ ಒದಗಿಸುವುದಾಗಿ ತಿಳಿಸಿದರು. ತಾಲೂಕು ಪಂಚಾಯಿತಿ ಇಒ, ಶಿಕ್ಷಣ ಇಲಾಖೆಯ ಅಧಿಕಾರಿಗಳು, ಮುಖ್ಯ ಶಿಕ್ಷಕರು ಇದ್ದರು. [32, 1176, 176, 1280]
tahsildar-meeting-photo [654, 604, 928, 724]
felicitation-photo [508, 946, 704, 1022]
kirusuddi-label: ಕಿರುಸುದ್ದಿ [78, 110, 110, 123]
color-registration-marks [594, 1444, 631, 1451]
temp-min-label: ಕನಿಷ್ಠ [679, 41, 690, 49]
section-rule [508, 918, 928, 919]
office-bearers-photo [712, 1036, 928, 1132]
quote-author: ■ ಡಾ.ಶರಣಪ್ಪ ಎಸ್.ಡಿ., ನಗರ ಪೊಲೀಸ್ ಆಯುಕ್ತ [369, 595, 488, 603]
encroachment-photo [206, 762, 498, 862]
story-body [306, 866, 400, 1128]
story-body [712, 946, 928, 1032]
meeting-photo [204, 96, 426, 208]
section-rule [30, 1136, 928, 1137]
column-rule [503, 734, 504, 1134]
